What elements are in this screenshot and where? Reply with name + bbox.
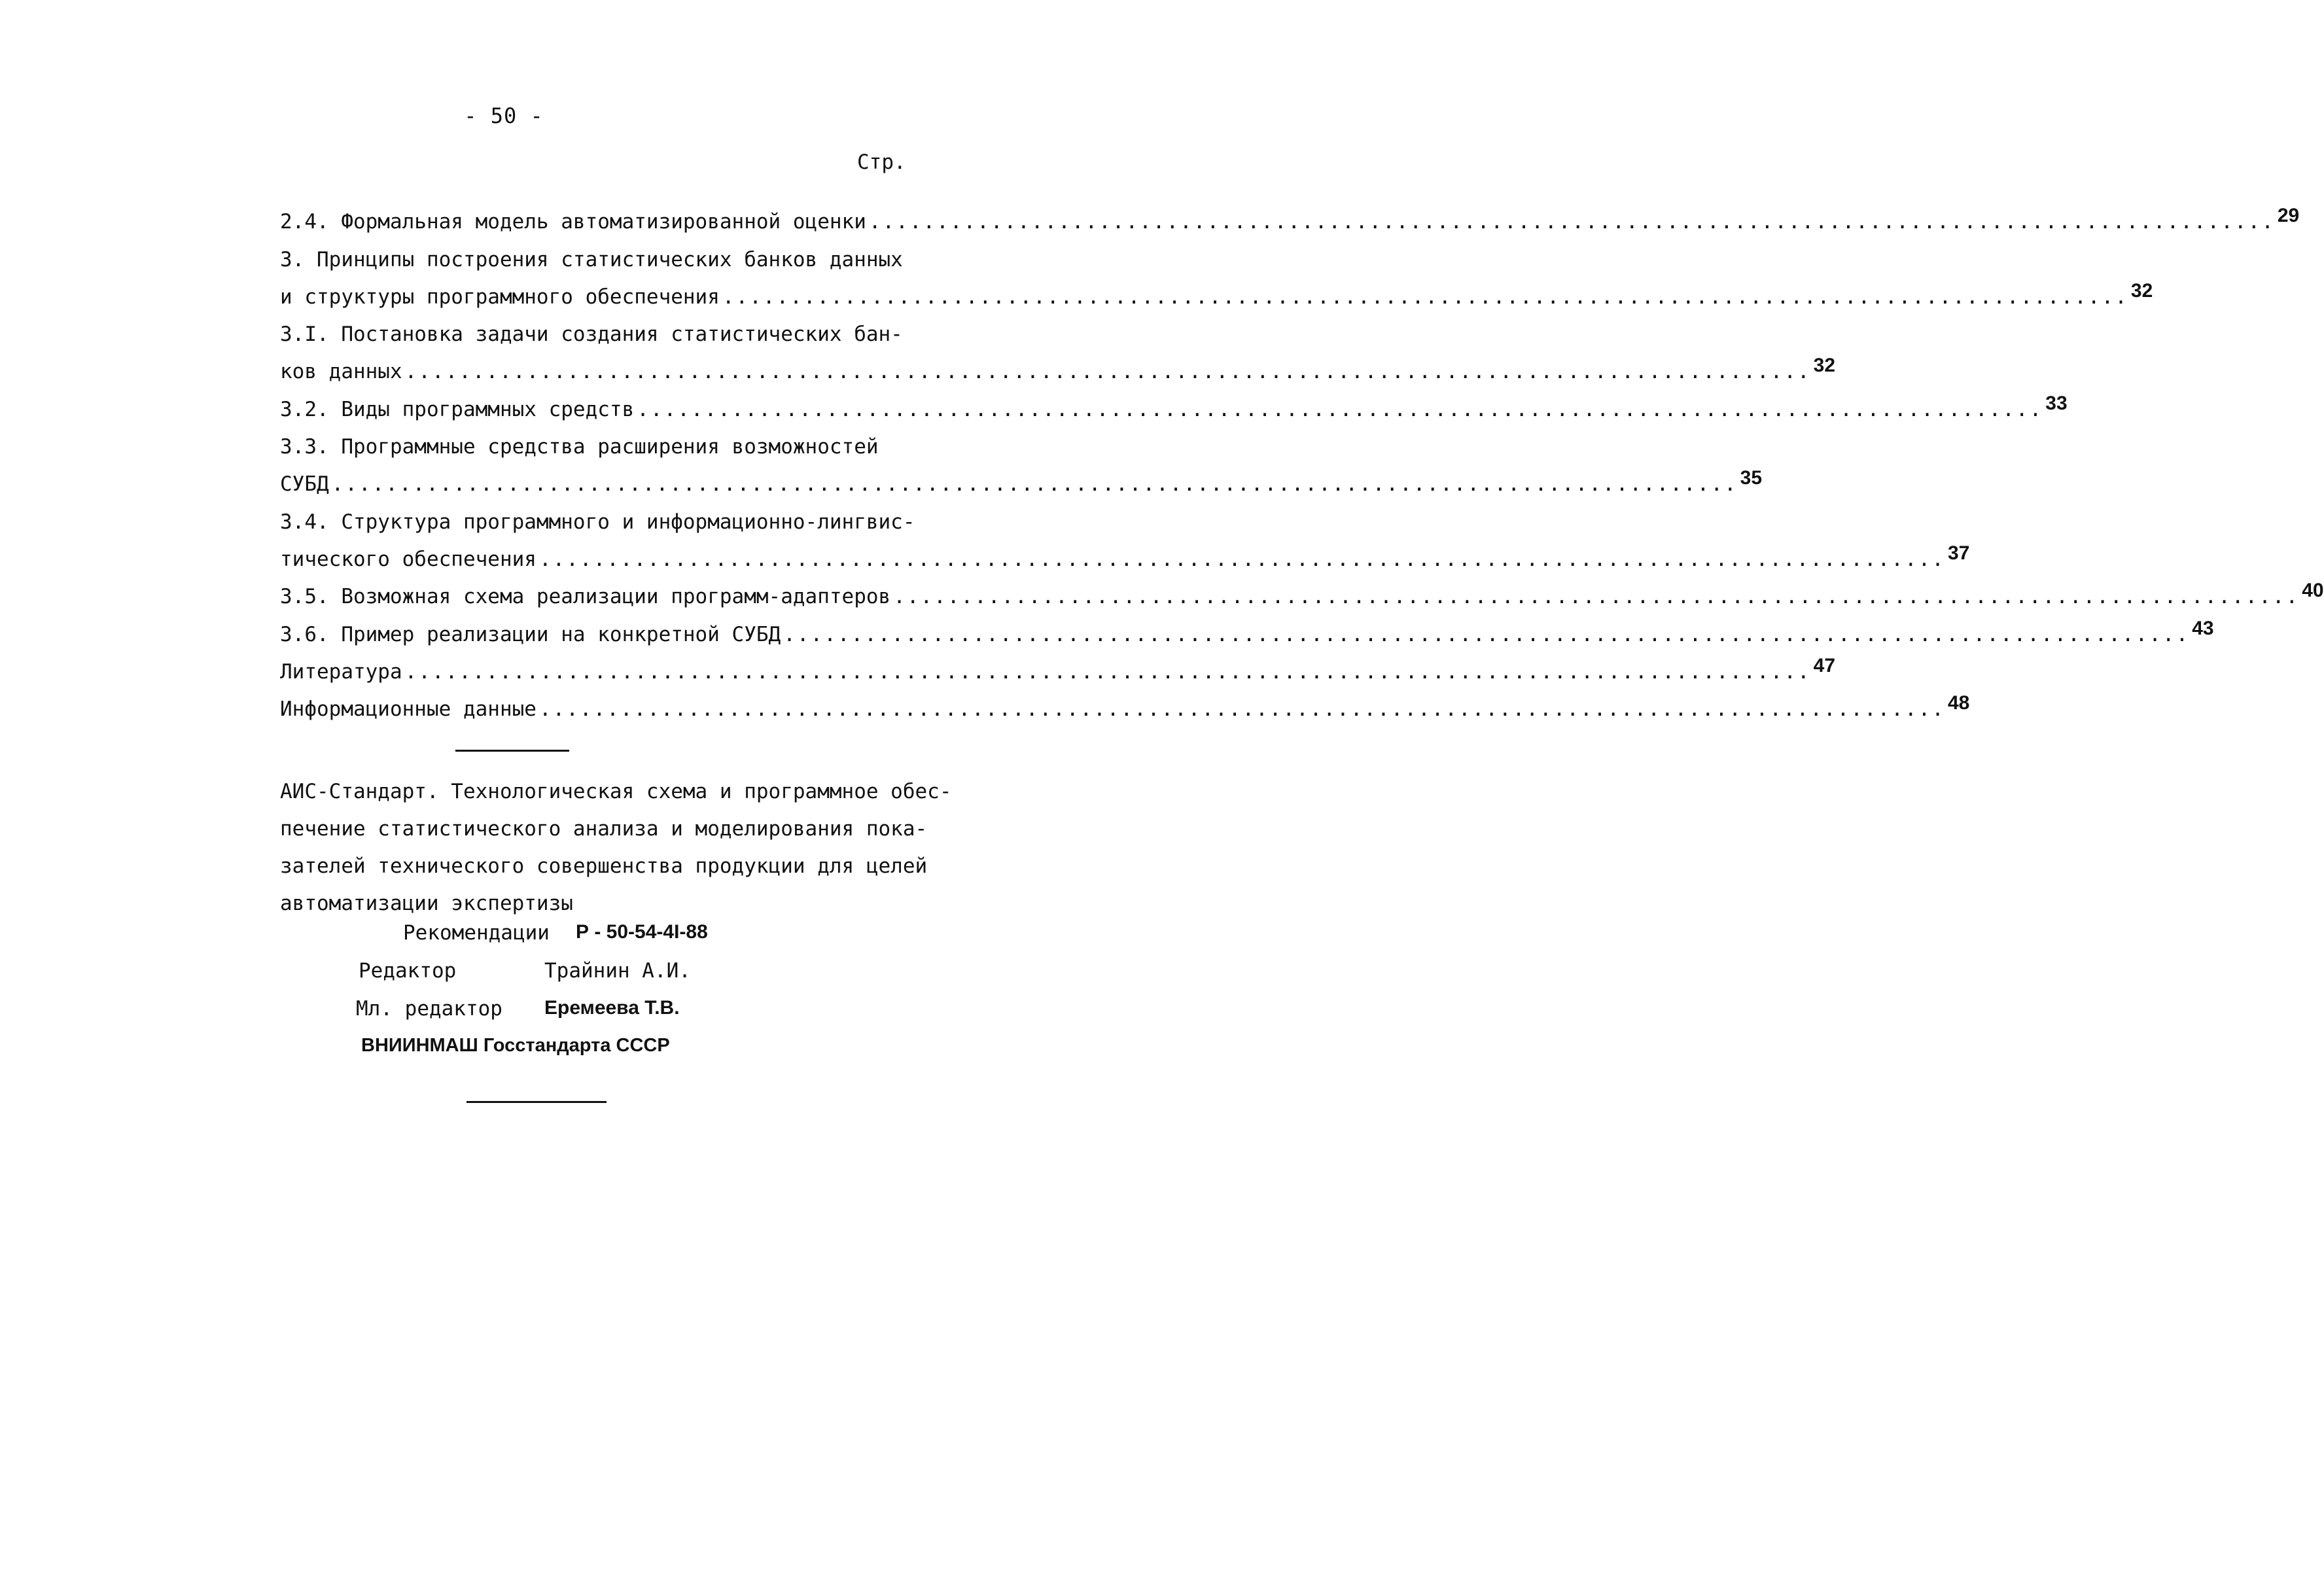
toc-leader-dots: ........................................................................................................ — [893, 585, 2300, 609]
toc-leader-dots: ........................................................................................................ — [722, 285, 2128, 309]
abstract-line: печение статистического анализа и моделирования пока- — [280, 817, 928, 841]
toc-entry-text: тического обеспечения — [280, 547, 537, 571]
toc-entry-page: 40 — [2302, 580, 2324, 602]
toc-entry-text: СУБД — [280, 472, 329, 497]
toc-leader-dots: ........................................................................................................ — [331, 472, 1738, 497]
toc-entry-page: 37 — [1947, 542, 1970, 564]
junior-editor-name: Еремеева Т.В. — [544, 997, 680, 1019]
toc-entry-page: 43 — [2192, 617, 2214, 639]
toc-entry — [280, 571, 2324, 609]
toc-entry — [280, 346, 1836, 384]
publisher: ВНИИНМАШ Госстандарта СССР — [361, 1035, 670, 1056]
toc-entry — [280, 534, 1970, 571]
toc-leader-dots: ........................................................................................................ — [538, 547, 1945, 571]
abstract-paragraph — [280, 773, 952, 922]
toc-entry-page: 32 — [2130, 279, 2153, 302]
toc-entry — [280, 196, 2300, 234]
toc-entry-text: Информационные данные — [280, 697, 537, 722]
abstract-line: зателей технического совершенства продукции для целей — [280, 854, 928, 878]
toc-leader-dots: ........................................................................................................ — [868, 210, 2275, 234]
divider-rule — [467, 1101, 607, 1103]
editor-label: Редактор — [359, 959, 457, 983]
toc-leader-dots: ........................................................................................................ — [538, 697, 1945, 722]
toc-entry-page: 32 — [1813, 355, 1836, 377]
toc-entry — [280, 496, 924, 533]
toc-leader-dots: ........................................................................................................ — [404, 659, 1811, 684]
divider-rule — [455, 750, 569, 752]
toc-entry — [280, 271, 2153, 309]
toc-entry — [280, 383, 2068, 421]
toc-entry-page: 29 — [2277, 205, 2300, 227]
toc-leader-dots: ........................................................................................................ — [637, 397, 2043, 421]
toc-entry — [280, 459, 1763, 497]
toc-entry — [280, 608, 2214, 646]
abstract-line: АИС-Стандарт. Технологическая схема и программное обес- — [280, 780, 952, 803]
toc-leader-dots: ........................................................................................................ — [404, 360, 1811, 384]
toc-entry — [280, 421, 924, 459]
abstract-line: автоматизации экспертизы — [280, 892, 573, 915]
table-of-contents — [280, 196, 2324, 722]
toc-entry-text: Литература — [280, 659, 402, 684]
toc-entry — [280, 684, 1970, 722]
toc-entry-text: 2.4. Формальная модель автоматизированной оценки — [280, 210, 866, 234]
toc-entry-text: 3.I. Постановка задачи создания статистических бан- — [280, 323, 903, 347]
toc-entry-page: 33 — [2045, 392, 2068, 414]
toc-entry — [280, 309, 924, 346]
toc-entry-text: 3.3. Программные средства расширения возможностей — [280, 435, 879, 459]
toc-entry-text: 3.5. Возможная схема реализации программ-адаптеров — [280, 585, 891, 609]
toc-entry-text: 3.4. Структура программного и информационно-лингвис- — [280, 510, 915, 534]
toc-entry-text: 3.6. Пример реализации на конкретной СУБД — [280, 622, 781, 646]
toc-entry — [280, 646, 1836, 684]
recommendation-code: Р - 50-54-4I-88 — [576, 921, 708, 943]
toc-entry-text: и структуры программного обеспечения — [280, 285, 720, 309]
toc-entry-page: 47 — [1813, 654, 1836, 676]
junior-editor-label: Мл. редактор — [356, 997, 502, 1021]
toc-entry — [280, 234, 924, 271]
page-number: - 50 - — [464, 103, 544, 128]
page-column-label: Стр. — [857, 150, 906, 174]
toc-entry-text: ков данных — [280, 360, 402, 384]
editor-name: Трайнин А.И. — [544, 959, 691, 983]
recommendation-label: Рекомендации — [403, 921, 550, 945]
toc-entry-page: 48 — [1947, 692, 1970, 714]
toc-entry-text: 3. Принципы построения статистических банков данных — [280, 247, 903, 271]
toc-leader-dots: ........................................................................................................ — [783, 622, 2190, 646]
toc-entry-text: 3.2. Виды программных средств — [280, 397, 635, 421]
toc-entry-page: 35 — [1740, 467, 1763, 489]
